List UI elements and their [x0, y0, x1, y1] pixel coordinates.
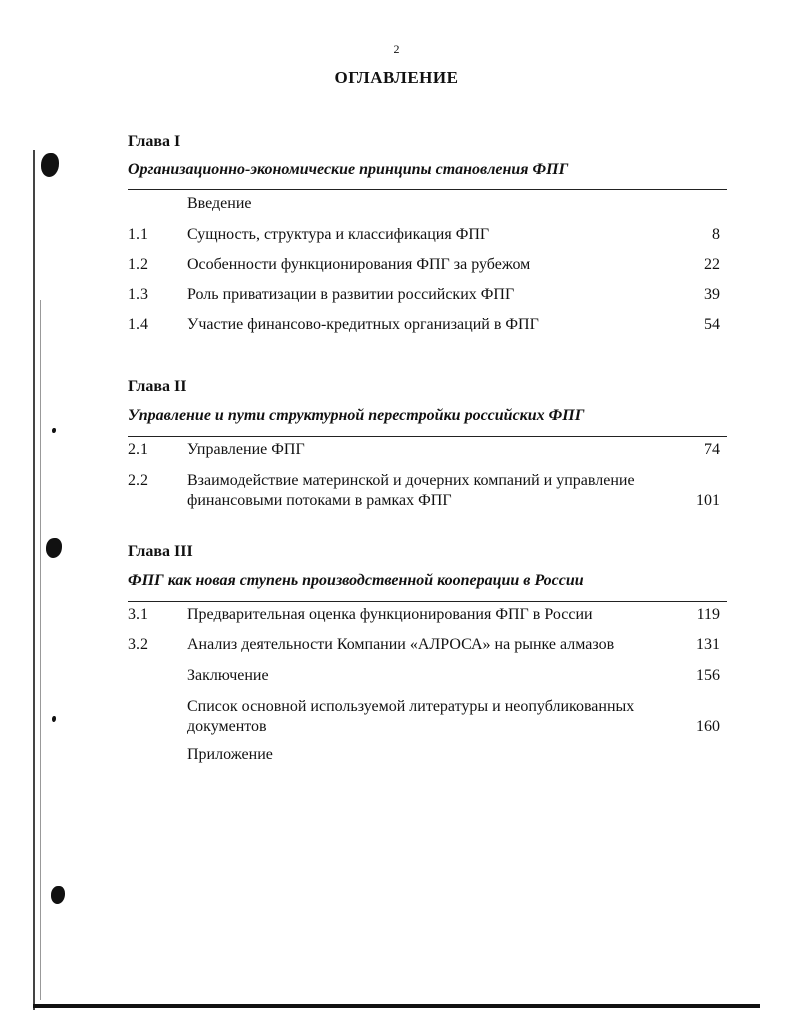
toc-entry-page: 160	[696, 718, 720, 735]
toc-entry-page: 131	[696, 636, 720, 653]
toc-entry-page: 8	[712, 226, 720, 243]
toc-entry-title: Сущность, структура и классификация ФПГ	[187, 226, 490, 243]
toc-entry-title: Взаимодействие материнской и дочерних компаний и управление финансовыми потоками в рамках ФПГ	[187, 472, 635, 509]
toc-entry-title: Предварительная оценка функционирования ФПГ в России	[187, 606, 593, 623]
toc-entry-number: 1.3	[128, 286, 148, 303]
toc-entry-page: 39	[704, 286, 720, 303]
toc-entry-title: Особенности функционирования ФПГ за рубежом	[187, 256, 531, 273]
toc-entry-number: 2.1	[128, 441, 148, 458]
toc-entry-number: 3.2	[128, 636, 148, 653]
chapter-3-label: Глава III	[128, 543, 193, 560]
toc-entry-title: Участие финансово-кредитных организаций в ФПГ	[187, 316, 539, 333]
toc-entry-number: 2.2	[128, 472, 148, 489]
toc-entry-title: Приложение	[187, 746, 273, 763]
chapter-1-label: Глава I	[128, 133, 181, 150]
chapter-2-label: Глава II	[128, 378, 187, 395]
chapter-3-title: ФПГ как новая ступень производственной кооперации в России	[128, 572, 584, 589]
toc-entry-number: 1.1	[128, 226, 148, 243]
toc-entry-page: 22	[704, 256, 720, 273]
scan-edge-line-faint	[40, 300, 41, 1000]
toc-entry-title: Введение	[187, 195, 252, 212]
toc-entry-title: Список основной используемой литературы и неопубликованных документов	[187, 698, 635, 735]
scan-blot	[52, 428, 56, 433]
scan-blot	[46, 538, 62, 558]
scan-blot	[41, 153, 59, 177]
toc-entry-title: Анализ деятельности Компании «АЛРОСА» на рынке алмазов	[187, 636, 615, 653]
scan-edge-line	[33, 150, 35, 1010]
toc-entry-page: 101	[696, 492, 720, 509]
toc-entry-number: 3.1	[128, 606, 148, 623]
toc-entry-number: 1.2	[128, 256, 148, 273]
toc-entry-page: 74	[704, 441, 720, 458]
scan-bottom-bar	[33, 1004, 760, 1008]
chapter-1-title: Организационно-экономические принципы становления ФПГ	[128, 161, 569, 178]
chapter-1-rule	[128, 189, 727, 190]
toc-entry-page: 119	[696, 606, 720, 623]
page-title: ОГЛАВЛЕНИЕ	[334, 68, 459, 87]
chapter-3-rule	[128, 601, 727, 602]
scan-blot	[51, 886, 65, 904]
chapter-2-rule	[128, 436, 727, 437]
toc-entry-title: Роль приватизации в развитии российских ФПГ	[187, 286, 515, 303]
toc-entry-number: 1.4	[128, 316, 148, 333]
toc-entry-title: Управление ФПГ	[187, 441, 305, 458]
scan-blot	[52, 716, 56, 722]
page-number: 2	[393, 42, 400, 56]
chapter-2-title: Управление и пути структурной перестройки российских ФПГ	[128, 407, 585, 424]
toc-entry-page: 156	[696, 667, 720, 684]
toc-entry-page: 54	[704, 316, 720, 333]
toc-entry-title: Заключение	[187, 667, 269, 684]
